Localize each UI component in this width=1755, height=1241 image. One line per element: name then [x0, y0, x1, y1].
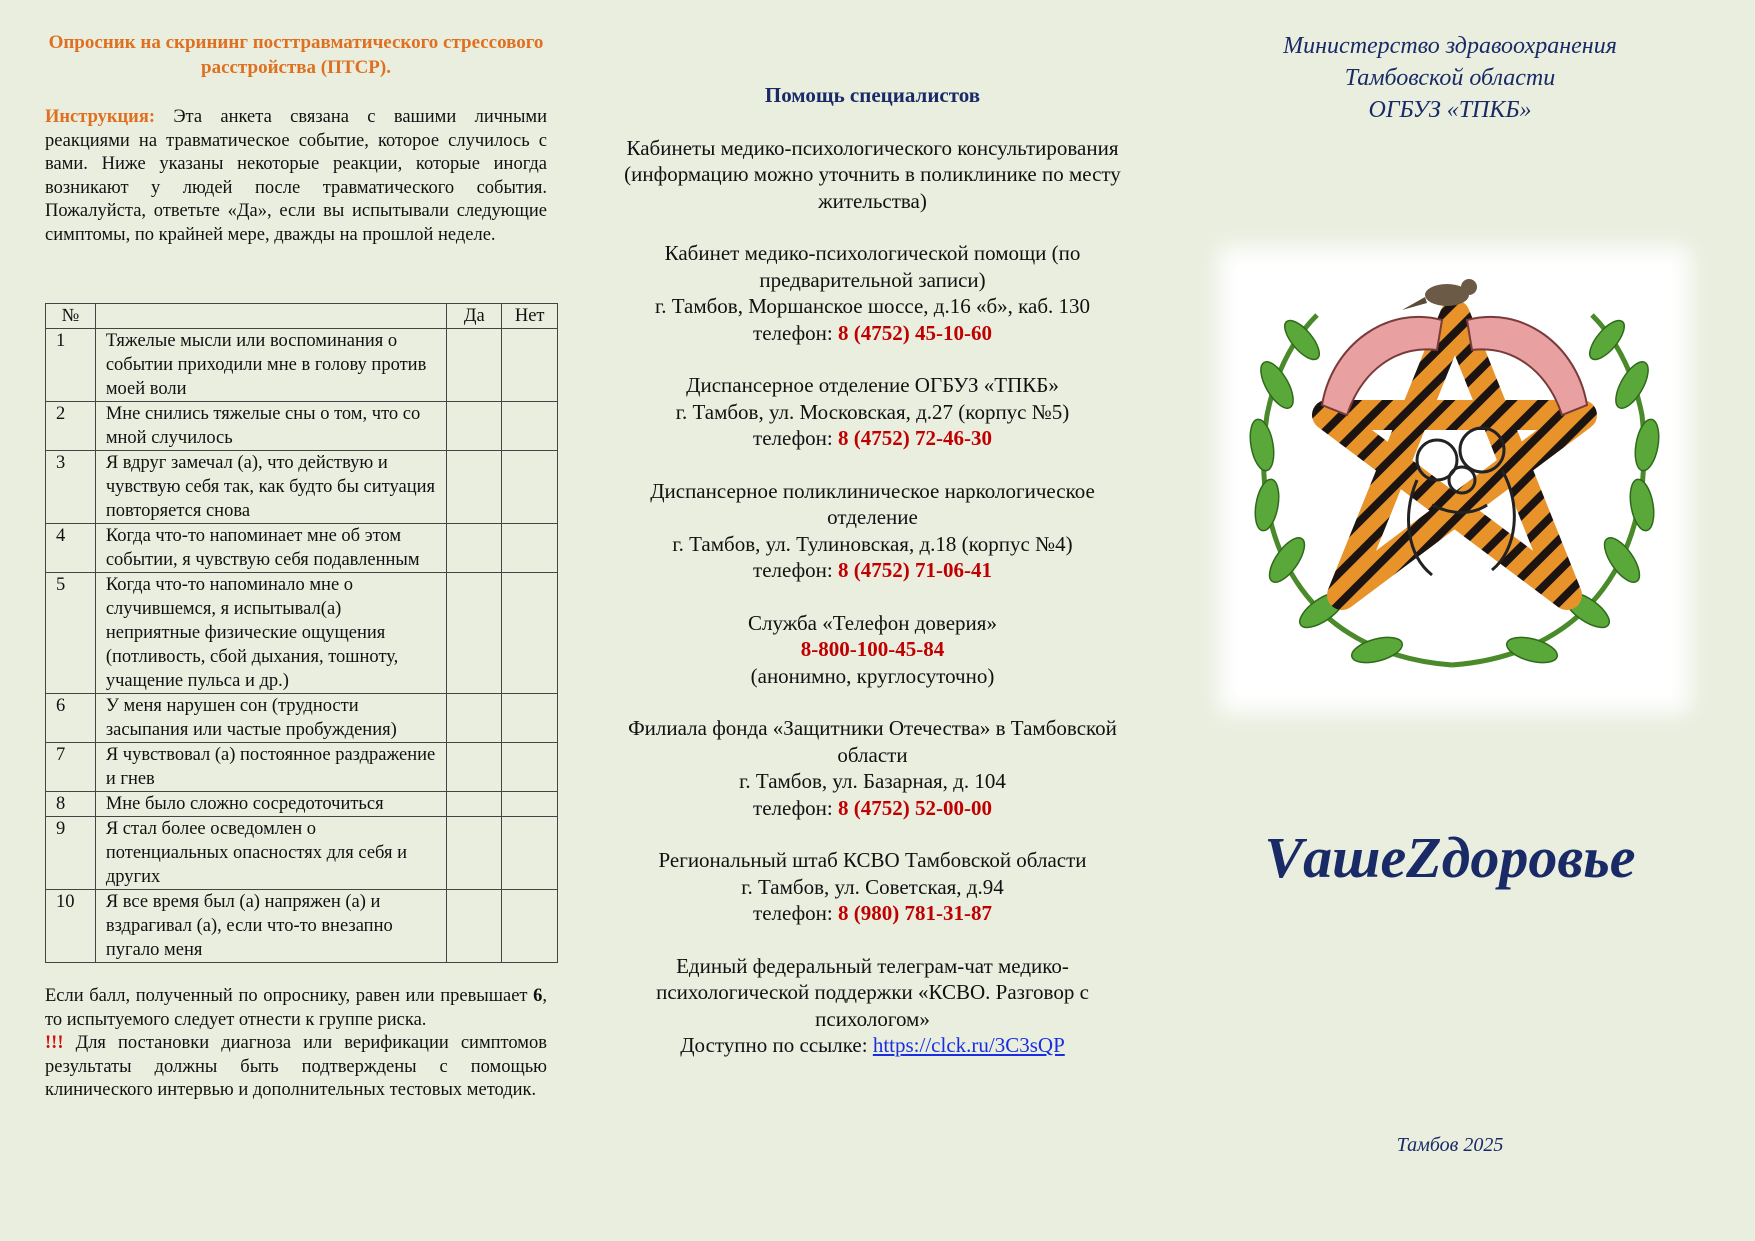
row-number: 4 [46, 524, 96, 573]
contact-address: г. Тамбов, ул. Базарная, д. 104 [739, 769, 1006, 793]
answer-yes-cell[interactable] [447, 743, 502, 792]
table-row [46, 792, 558, 817]
contact-name: Единый федеральный телеграм-чат медико-психологической поддержки «КСВО. Разговор с психологом» [656, 953, 1089, 1031]
contact-address: г. Тамбов, ул. Московская, д.27 (корпус №5) [675, 399, 1070, 424]
ministry-line: Тамбовской области [1344, 65, 1556, 91]
contact-phone-line [620, 425, 1125, 452]
table-row [46, 329, 558, 402]
row-number: 7 [46, 743, 96, 792]
phone-label: телефон: [753, 320, 838, 345]
score-note [45, 985, 547, 1103]
warning-text: Для постановки диагноза или верификации симптомов результаты должны быть подтверждены с помощью клинического интервью и дополнительных тестовых методик. [45, 1033, 547, 1100]
contact-address: г. Тамбов, ул. Тулиновская, д.18 (корпус №4) [672, 531, 1073, 556]
contact-block [620, 847, 1125, 927]
phone-number[interactable]: 8 (4752) 71-06-41 [838, 558, 992, 582]
contact-address: г. Тамбов, Моршанское шоссе, д.16 «б», каб. 130 [654, 294, 1091, 318]
header-number: № [46, 304, 96, 329]
contact-name: Диспансерное отделение ОГБУЗ «ТПКБ» [686, 373, 1059, 397]
row-question: Мне снились тяжелые сны о том, что со мной случилось [95, 402, 446, 451]
telegram-chat-link[interactable]: https://clck.ru/3C3sQP [872, 1033, 1065, 1057]
row-question: Я стал более осведомлен о потенциальных опасностях для себя и других [95, 817, 446, 890]
table-row [46, 573, 558, 694]
instruction-label: Инструкция: [45, 107, 156, 127]
answer-no-cell[interactable] [502, 743, 558, 792]
row-number: 6 [46, 694, 96, 743]
contact-block [620, 610, 1125, 690]
table-header-row [46, 304, 558, 329]
answer-yes-cell[interactable] [447, 890, 502, 963]
row-question: Тяжелые мысли или воспоминания о событии приходили мне в голову против моей воли [95, 329, 446, 402]
contact-name: Региональный штаб КСВО Тамбовской области [658, 848, 1087, 872]
contact-name: Диспансерное поликлиническое наркологическое отделение [650, 478, 1095, 529]
hotline-number[interactable]: 8-800-100-45-84 [800, 637, 945, 661]
instruction-paragraph [45, 106, 547, 247]
questionnaire-title: Опросник на скрининг посттравматического стрессового расстройства (ПТСР). [48, 32, 544, 78]
table-row [46, 402, 558, 451]
answer-no-cell[interactable] [502, 792, 558, 817]
row-number: 9 [46, 817, 96, 890]
phone-label: телефон: [753, 426, 838, 450]
row-number: 10 [46, 890, 96, 963]
warning-marks: !!! [45, 1033, 64, 1053]
table-row [46, 524, 558, 573]
answer-yes-cell[interactable] [447, 573, 502, 694]
brand-title: VашеZдоровье [1264, 825, 1636, 890]
answer-no-cell[interactable] [502, 573, 558, 694]
contact-name: Кабинет медико-психологической помощи (по предварительной записи) [664, 241, 1081, 292]
row-question: У меня нарушен сон (трудности засыпания или частые пробуждения) [95, 694, 446, 743]
row-number: 1 [46, 329, 96, 402]
ministry-heading [1200, 30, 1700, 126]
contact-block [620, 715, 1125, 821]
contact-name: Кабинеты медико-психологического консультирования [626, 135, 1119, 160]
row-question: Я все время был (а) напряжен (а) и вздрагивал (а), если что-то внезапно пугало меня [95, 890, 446, 963]
row-question: Мне было сложно сосредоточиться [95, 792, 446, 817]
answer-yes-cell[interactable] [447, 694, 502, 743]
contact-note: (анонимно, круглосуточно) [750, 663, 995, 688]
contact-name: Филиала фонда «Защитники Отечества» в Тамбовской области [628, 716, 1117, 767]
table-row [46, 817, 558, 890]
phone-label: телефон: [753, 901, 838, 925]
contact-phone-line [620, 900, 1125, 927]
help-title: Помощь специалистов [764, 83, 981, 107]
answer-no-cell[interactable] [502, 890, 558, 963]
contact-phone-line [620, 795, 1125, 822]
phone-number[interactable]: 8 (980) 781-31-87 [838, 901, 992, 925]
header-question [95, 304, 446, 329]
answer-no-cell[interactable] [502, 451, 558, 524]
row-question: Когда что-то напоминало мне о случившемся, я испытывал(а) неприятные физические ощущения (потливость, сбой дыхания, тошноту, учащение пульса и др.) [95, 573, 446, 694]
header-yes: Да [447, 304, 502, 329]
questionnaire-column [45, 0, 547, 1103]
answer-no-cell[interactable] [502, 524, 558, 573]
link-line [620, 1032, 1125, 1059]
contact-phone-line [620, 320, 1125, 347]
answer-no-cell[interactable] [502, 329, 558, 402]
table-row [46, 890, 558, 963]
contact-name: Служба «Телефон доверия» [748, 610, 997, 635]
row-question: Когда что-то напоминает мне об этом событии, я чувствую себя подавленным [95, 524, 446, 573]
table-row [46, 451, 558, 524]
phone-number[interactable]: 8 (4752) 52-00-00 [838, 795, 992, 820]
phone-number[interactable]: 8 (4752) 45-10-60 [838, 320, 992, 345]
contact-note: (информацию можно уточнить в поликлинике по месту жительства) [624, 162, 1121, 213]
answer-yes-cell[interactable] [447, 792, 502, 817]
contact-phone-line [620, 557, 1125, 584]
organization-name: ОГБУЗ «ТПКБ» [1368, 97, 1532, 123]
answer-yes-cell[interactable] [447, 329, 502, 402]
row-number: 8 [46, 792, 96, 817]
questionnaire-table [45, 303, 558, 963]
cover-column [1200, 0, 1700, 1156]
emblem-image [1237, 265, 1672, 695]
score-value: 6 [533, 986, 543, 1006]
answer-yes-cell[interactable] [447, 524, 502, 573]
contact-block [620, 135, 1125, 215]
table-row [46, 694, 558, 743]
ministry-line: Министерство здравоохранения [1283, 33, 1617, 59]
phone-label: телефон: [753, 558, 838, 582]
contact-block [620, 372, 1125, 452]
answer-yes-cell[interactable] [447, 402, 502, 451]
row-number: 3 [46, 451, 96, 524]
row-number: 5 [46, 573, 96, 694]
score-post: , то испытуемого следует отнести к группе риска. [45, 986, 547, 1030]
answer-no-cell[interactable] [502, 694, 558, 743]
contact-address: г. Тамбов, ул. Советская, д.94 [741, 874, 1004, 899]
row-question: Я чувствовал (а) постоянное раздражение и гнев [95, 743, 446, 792]
link-label: Доступно по ссылке: [680, 1033, 873, 1057]
instruction-text: Эта анкета связана с вашими личными реакциями на травматическое событие, которое случилось с вами. Ниже указаны некоторые реакции, которые иногда возникают у людей после травматического события. Пожалуйста, ответьте «Да», если вы испытывали следующие симптомы, по крайней мере, дважды на прошлой неделе. [45, 107, 547, 245]
contact-block [620, 240, 1125, 346]
emblem-graphic [1237, 265, 1672, 695]
answer-no-cell[interactable] [502, 402, 558, 451]
row-number: 2 [46, 402, 96, 451]
answer-yes-cell[interactable] [447, 451, 502, 524]
phone-label: телефон: [753, 795, 838, 820]
score-pre: Если балл, полученный по опроснику, равен или превышает [45, 986, 534, 1006]
row-question: Я вдруг замечал (а), что действую и чувствую себя так, как будто бы ситуация повторяется снова [95, 451, 446, 524]
help-column [620, 0, 1125, 1059]
header-no: Нет [502, 304, 558, 329]
answer-no-cell[interactable] [502, 817, 558, 890]
phone-number[interactable]: 8 (4752) 72-46-30 [838, 426, 992, 450]
contact-block [620, 478, 1125, 584]
contact-block [620, 953, 1125, 1059]
table-row [46, 743, 558, 792]
city-year: Тамбов 2025 [1396, 1134, 1504, 1156]
answer-yes-cell[interactable] [447, 817, 502, 890]
